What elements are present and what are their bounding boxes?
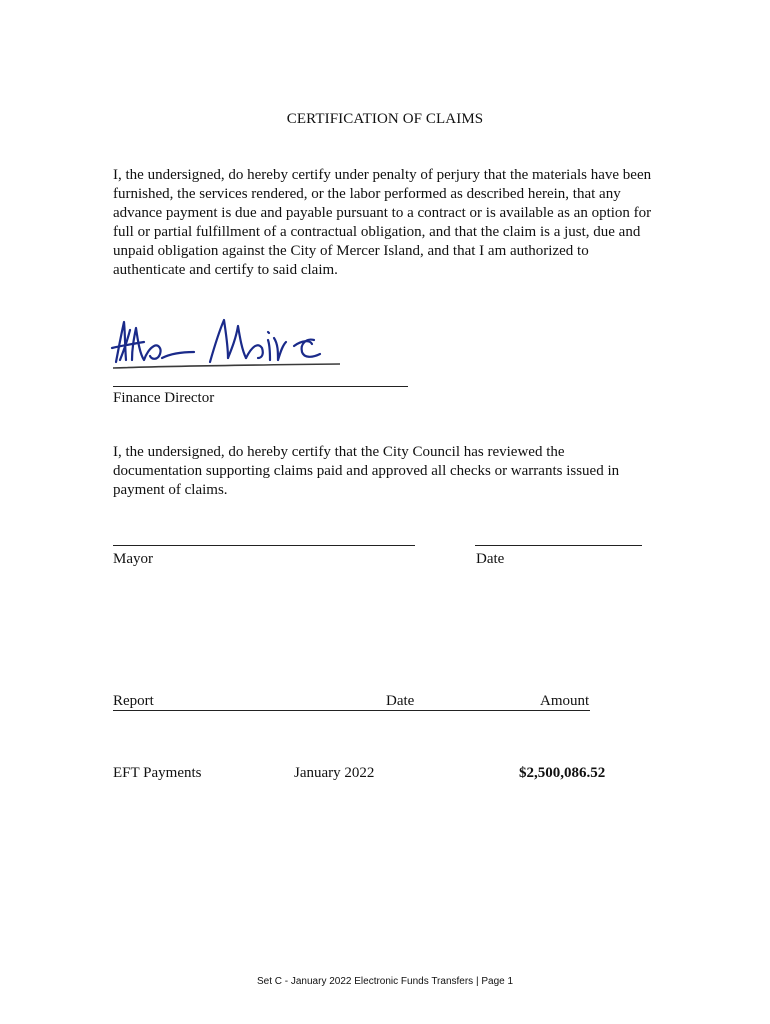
header-amount: Amount <box>540 693 590 709</box>
mayor-signature-line <box>113 545 415 546</box>
row-date: January 2022 <box>294 765 375 781</box>
claims-table-header <box>113 693 593 713</box>
table-row <box>113 765 613 785</box>
date-label: Date <box>476 551 505 567</box>
council-paragraph <box>113 443 619 500</box>
certification-line: advance payment is due and payable pursuant to a contract or is available as an option for <box>113 205 652 221</box>
certification-line: authenticate and certify to said claim. <box>113 262 338 278</box>
finance-director-signature-line <box>113 386 408 387</box>
council-line: documentation supporting claims paid and approved all checks or warrants issued in <box>113 463 620 479</box>
document-title: CERTIFICATION OF CLAIMS <box>286 111 484 127</box>
row-report: EFT Payments <box>113 765 202 781</box>
finance-director-label: Finance Director <box>113 390 215 406</box>
certification-line: unpaid obligation against the City of Mercer Island, and that I am authorized to <box>113 243 589 259</box>
certification-paragraph <box>113 166 651 280</box>
date-signature-line <box>475 545 642 546</box>
header-underline <box>113 710 590 711</box>
certification-line: full or partial fulfillment of a contractual obligation, and that the claim is a just, due and <box>113 224 641 240</box>
header-report: Report <box>113 693 154 709</box>
council-line: I, the undersigned, do hereby certify that the City Council has reviewed the <box>113 444 565 460</box>
certification-line: I, the undersigned, do hereby certify under penalty of perjury that the materials have been <box>113 167 652 183</box>
row-amount: $2,500,086.52 <box>519 765 606 781</box>
page-footer: Set C - January 2022 Electronic Funds Transfers | Page 1 <box>256 976 514 987</box>
certification-line: furnished, the services rendered, or the labor performed as described herein, that any <box>113 186 621 202</box>
council-line: payment of claims. <box>113 482 228 498</box>
header-date: Date <box>386 693 415 709</box>
mayor-label: Mayor <box>113 551 153 567</box>
finance-director-signature <box>110 302 342 374</box>
